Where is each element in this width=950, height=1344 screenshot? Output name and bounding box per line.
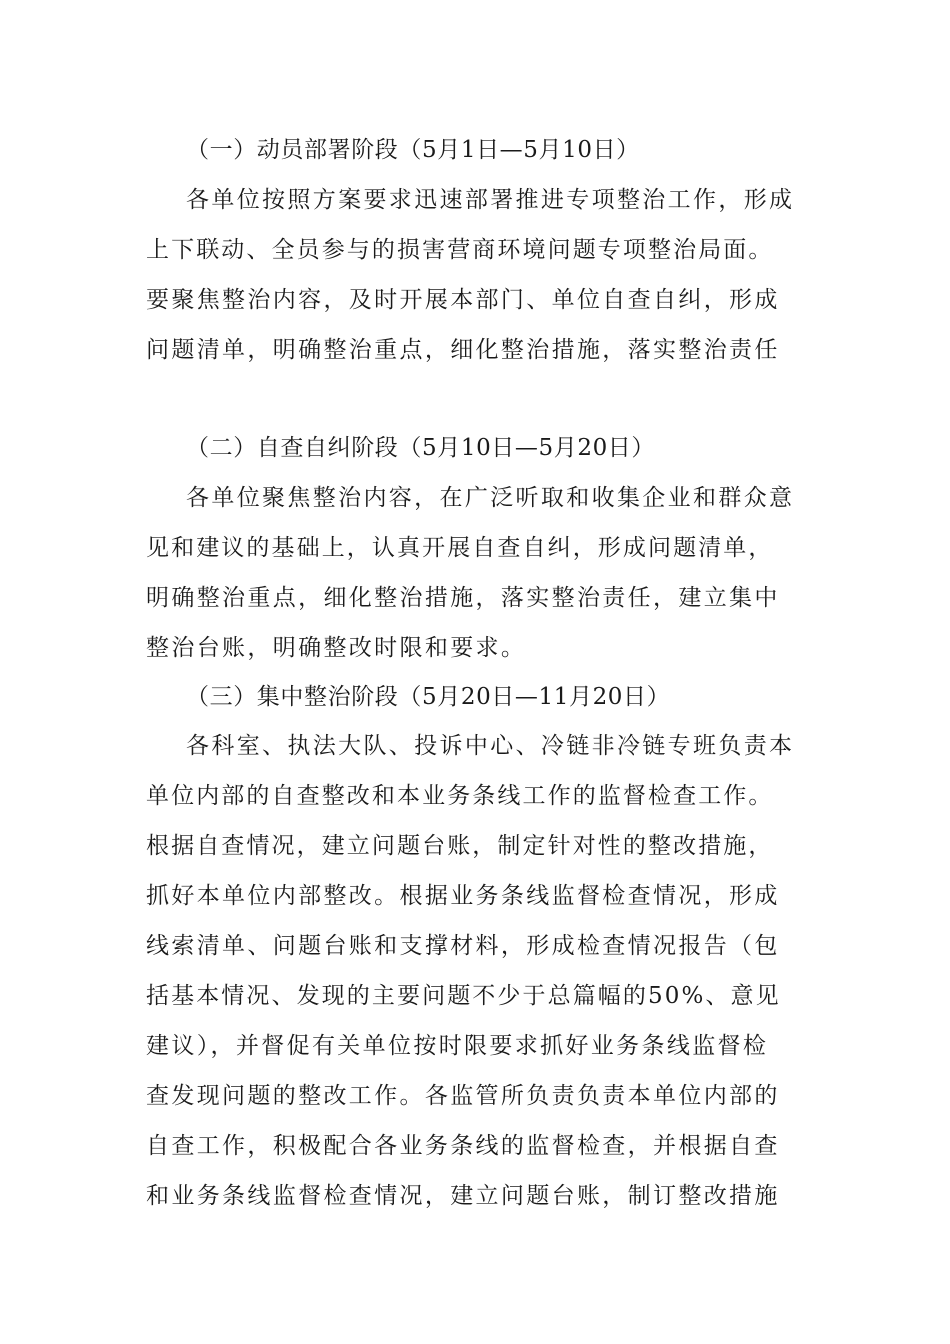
paragraph-line: 明确整治重点，细化整治措施，落实整治责任，建立集中 — [146, 585, 780, 611]
section-heading-concentrated-rectification: （三）集中整治阶段（5月20日—11月20日） — [186, 684, 671, 710]
paragraph-line: 问题清单，明确整治重点，细化整治措施，落实整治责任 — [146, 337, 780, 363]
section-heading-self-inspection: （二）自查自纠阶段（5月10日—5月20日） — [186, 435, 655, 461]
paragraph-line: 括基本情况、发现的主要问题不少于总篇幅的50%、意见 — [146, 983, 781, 1009]
paragraph-line: 和业务条线监督检查情况，建立问题台账，制订整改措施 — [146, 1183, 780, 1209]
paragraph-line: 各单位聚焦整治内容，在广泛听取和收集企业和群众意 — [186, 485, 795, 511]
paragraph-line: 各科室、执法大队、投诉中心、冷链非冷链专班负责本 — [186, 733, 795, 759]
paragraph-line: 见和建议的基础上，认真开展自查自纠，形成问题清单， — [146, 535, 774, 561]
paragraph-line: 建议），并督促有关单位按时限要求抓好业务条线监督检 — [146, 1033, 769, 1059]
paragraph-line: 查发现问题的整改工作。各监管所负责负责本单位内部的 — [146, 1083, 780, 1109]
paragraph-line: 要聚焦整治内容，及时开展本部门、单位自查自纠，形成 — [146, 287, 780, 313]
paragraph-line: 根据自查情况，建立问题台账，制定针对性的整改措施， — [146, 833, 774, 859]
section-heading-mobilization: （一）动员部署阶段（5月1日—5月10日） — [186, 137, 640, 163]
paragraph-line: 上下联动、全员参与的损害营商环境问题专项整治局面。 — [146, 237, 774, 263]
paragraph-line: 单位内部的自查整改和本业务条线工作的监督检查工作。 — [146, 783, 774, 809]
paragraph-line: 抓好本单位内部整改。根据业务条线监督检查情况，形成 — [146, 883, 780, 909]
paragraph-line: 自查工作，积极配合各业务条线的监督检查，并根据自查 — [146, 1133, 780, 1159]
paragraph-line: 各单位按照方案要求迅速部署推进专项整治工作，形成 — [186, 187, 795, 213]
paragraph-line: 线索清单、问题台账和支撑材料，形成检查情况报告（包 — [146, 933, 780, 959]
paragraph-line: 整治台账，明确整改时限和要求。 — [146, 635, 527, 661]
